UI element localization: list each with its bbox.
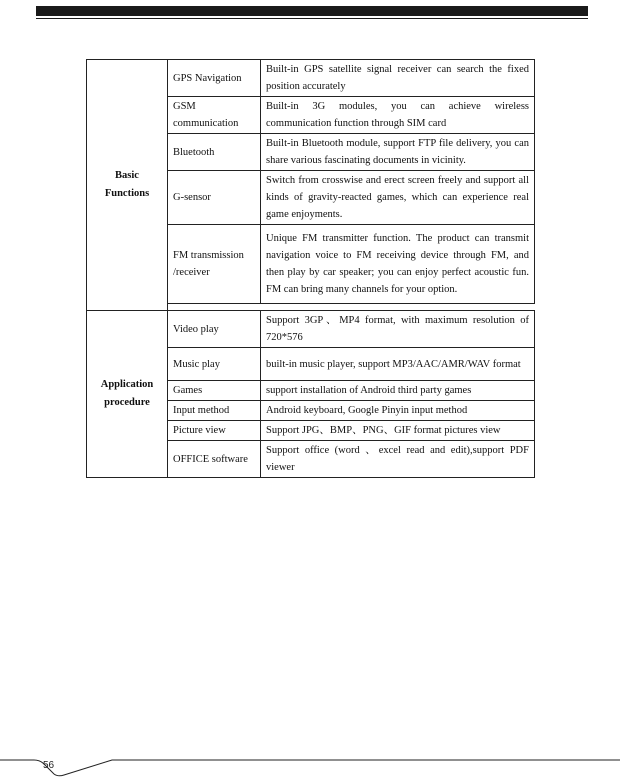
description-cell: support installation of Android third party games (261, 381, 535, 401)
description-cell: built-in music player, support MP3/AAC/AMR/WAV format (261, 348, 535, 381)
feature-cell: G-sensor (168, 171, 261, 225)
feature-cell: Picture view (168, 421, 261, 441)
feature-cell: FM transmission /receiver (168, 225, 261, 304)
category-cell (87, 60, 168, 311)
category-label: Functions (104, 188, 150, 199)
description-cell: Built-in GPS satellite signal receiver can search the fixed position accurately (261, 60, 535, 97)
feature-cell: Music play (168, 348, 261, 381)
feature-cell: Video play (168, 311, 261, 348)
category-cell (87, 311, 168, 478)
footer-decoration (0, 740, 620, 778)
header-bar (36, 6, 588, 16)
table-row (87, 60, 535, 97)
feature-cell: GSM communication (168, 97, 261, 134)
feature-cell: Bluetooth (168, 134, 261, 171)
category-label: Application (100, 379, 154, 390)
specification-table (86, 59, 535, 478)
category-label: Basic (115, 170, 139, 181)
feature-cell: OFFICE software (168, 441, 261, 478)
header-rule (36, 18, 588, 19)
feature-cell: Input method (168, 401, 261, 421)
description-cell: Unique FM transmitter function. The product can transmit navigation voice to FM receiving device through FM, and then play by car speaker; you can enjoy perfect acoustic fun. FM can bring many channels for your option. (261, 225, 535, 304)
category-label: procedure (104, 397, 150, 408)
page-number: 56 (43, 760, 55, 771)
description-cell: Built-in 3G modules, you can achieve wireless communication function through SIM card (261, 97, 535, 134)
table-row (87, 311, 535, 348)
description-cell: Support 3GP、MP4 format, with maximum resolution of 720*576 (261, 311, 535, 348)
description-cell: Android keyboard, Google Pinyin input method (261, 401, 535, 421)
description-cell: Built-in Bluetooth module, support FTP file delivery, you can share various fascinating documents in vicinity. (261, 134, 535, 171)
feature-cell: Games (168, 381, 261, 401)
description-cell: Switch from crosswise and erect screen freely and support all kinds of gravity-reacted games, which can experience real game enjoyments. (261, 171, 535, 225)
description-cell: Support JPG、BMP、PNG、GIF format pictures view (261, 421, 535, 441)
description-cell: Support office (word 、excel read and edit),support PDF viewer (261, 441, 535, 478)
feature-cell: GPS Navigation (168, 60, 261, 97)
